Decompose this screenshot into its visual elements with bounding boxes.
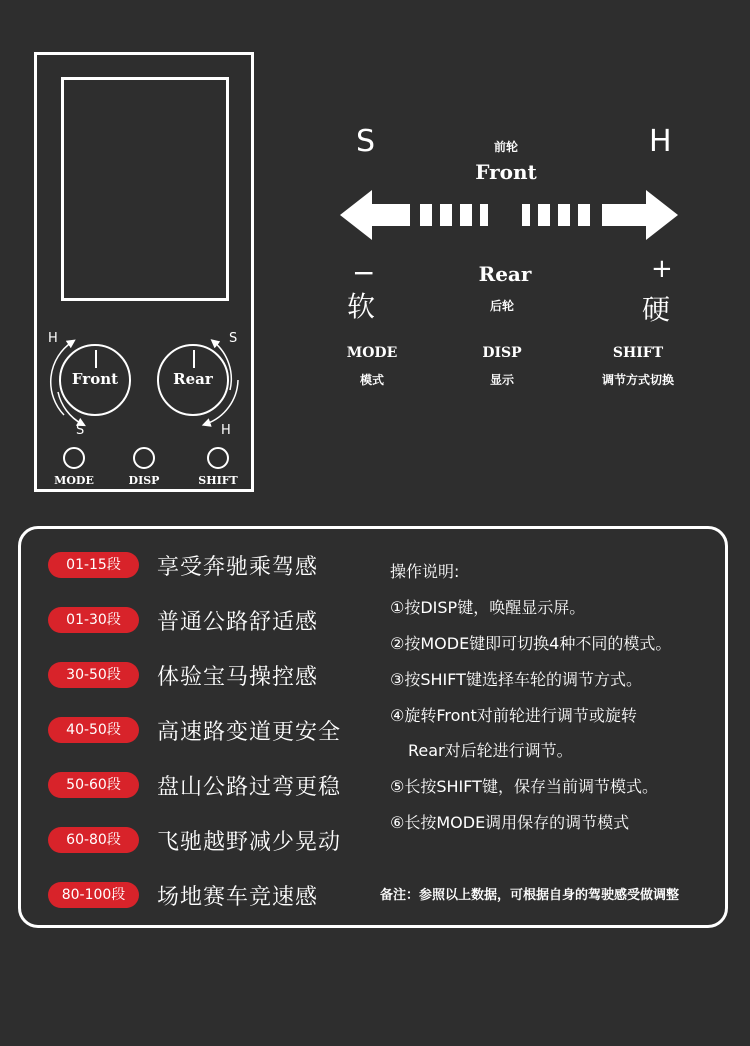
level-badge: 01-15段 [48, 552, 139, 578]
front-cn-label: 前轮 [493, 140, 518, 154]
right-arrow-head [602, 190, 678, 240]
front-knob-label: Front [71, 370, 119, 388]
shift-button[interactable] [207, 447, 229, 469]
rear-knob-indicator [193, 350, 195, 368]
hard-letter: H [649, 124, 672, 159]
soft-hard-arrow [340, 190, 678, 240]
minus-sign: − [352, 256, 376, 289]
level-description: 飞驰越野减少晃动 [157, 830, 342, 855]
rear-knob-label: Rear [173, 370, 213, 388]
level-description: 体验宝马操控感 [157, 665, 319, 690]
scale-segment [440, 204, 452, 226]
instruction-line: ③按SHIFT键选择车轮的调节方式。 [390, 670, 642, 689]
instructions-title: 操作说明: [390, 562, 460, 581]
front-knob-bottom-mark: S [76, 423, 85, 438]
plus-sign: + [651, 254, 673, 284]
scale-segment [558, 204, 570, 226]
instruction-line: Rear对后轮进行调节。 [408, 741, 573, 760]
shift-button-label: SHIFT [198, 474, 238, 487]
mode-caption: MODE [346, 345, 398, 361]
hard-label: 硬 [642, 293, 671, 326]
instruction-line: ⑤长按SHIFT键，保存当前调节模式。 [390, 777, 658, 796]
level-description: 场地赛车竞速感 [157, 885, 319, 910]
level-description: 普通公路舒适感 [157, 610, 319, 635]
level-description: 享受奔驰乘驾感 [157, 555, 319, 580]
level-badge: 40-50段 [48, 717, 139, 743]
disp-button[interactable] [133, 447, 155, 469]
front-knob-top-mark: H [48, 331, 58, 346]
mode-button[interactable] [63, 447, 85, 469]
left-arrow-head [340, 190, 410, 240]
level-badge: 50-60段 [48, 772, 139, 798]
rear-en-label: Rear [478, 262, 532, 286]
instruction-line: ④旋转Front对前轮进行调节或旋转 [390, 706, 637, 725]
disp-caption-cn: 显示 [489, 373, 514, 387]
scale-segment [460, 204, 472, 226]
front-knob[interactable] [59, 344, 131, 416]
scale-segment [480, 204, 488, 226]
level-description: 高速路变道更安全 [157, 720, 342, 745]
disp-caption: DISP [482, 345, 522, 361]
level-badge: 60-80段 [48, 827, 139, 853]
scale-segment [420, 204, 432, 226]
rear-cn-label: 后轮 [489, 299, 514, 313]
display-screen [61, 77, 229, 301]
soft-label: 软 [347, 290, 376, 323]
scale-segment [522, 204, 530, 226]
rear-knob-top-mark: S [229, 331, 238, 346]
instruction-line: ⑥长按MODE调用保存的调节模式 [390, 813, 630, 832]
front-knob-indicator [95, 350, 97, 368]
soft-letter: S [356, 124, 376, 159]
level-badge: 01-30段 [48, 607, 139, 633]
instruction-line: ①按DISP键，唤醒显示屏。 [390, 598, 586, 617]
shift-caption-cn: 调节方式切换 [601, 373, 674, 387]
mode-caption-cn: 模式 [359, 373, 384, 387]
disp-button-label: DISP [128, 474, 160, 487]
shift-caption: SHIFT [612, 345, 664, 361]
adjustment-note: 备注：参照以上数据，可根据自身的驾驶感受做调整 [380, 888, 680, 903]
rear-knob-bottom-mark: H [221, 423, 231, 438]
level-badge: 80-100段 [48, 882, 139, 908]
scale-segment [578, 204, 590, 226]
rear-knob[interactable] [157, 344, 229, 416]
instruction-line: ②按MODE键即可切换4种不同的模式。 [390, 634, 672, 653]
front-en-label: Front [475, 160, 537, 184]
level-badge: 30-50段 [48, 662, 139, 688]
scale-segment [538, 204, 550, 226]
mode-button-label: MODE [54, 474, 94, 487]
level-description: 盘山公路过弯更稳 [157, 775, 342, 800]
